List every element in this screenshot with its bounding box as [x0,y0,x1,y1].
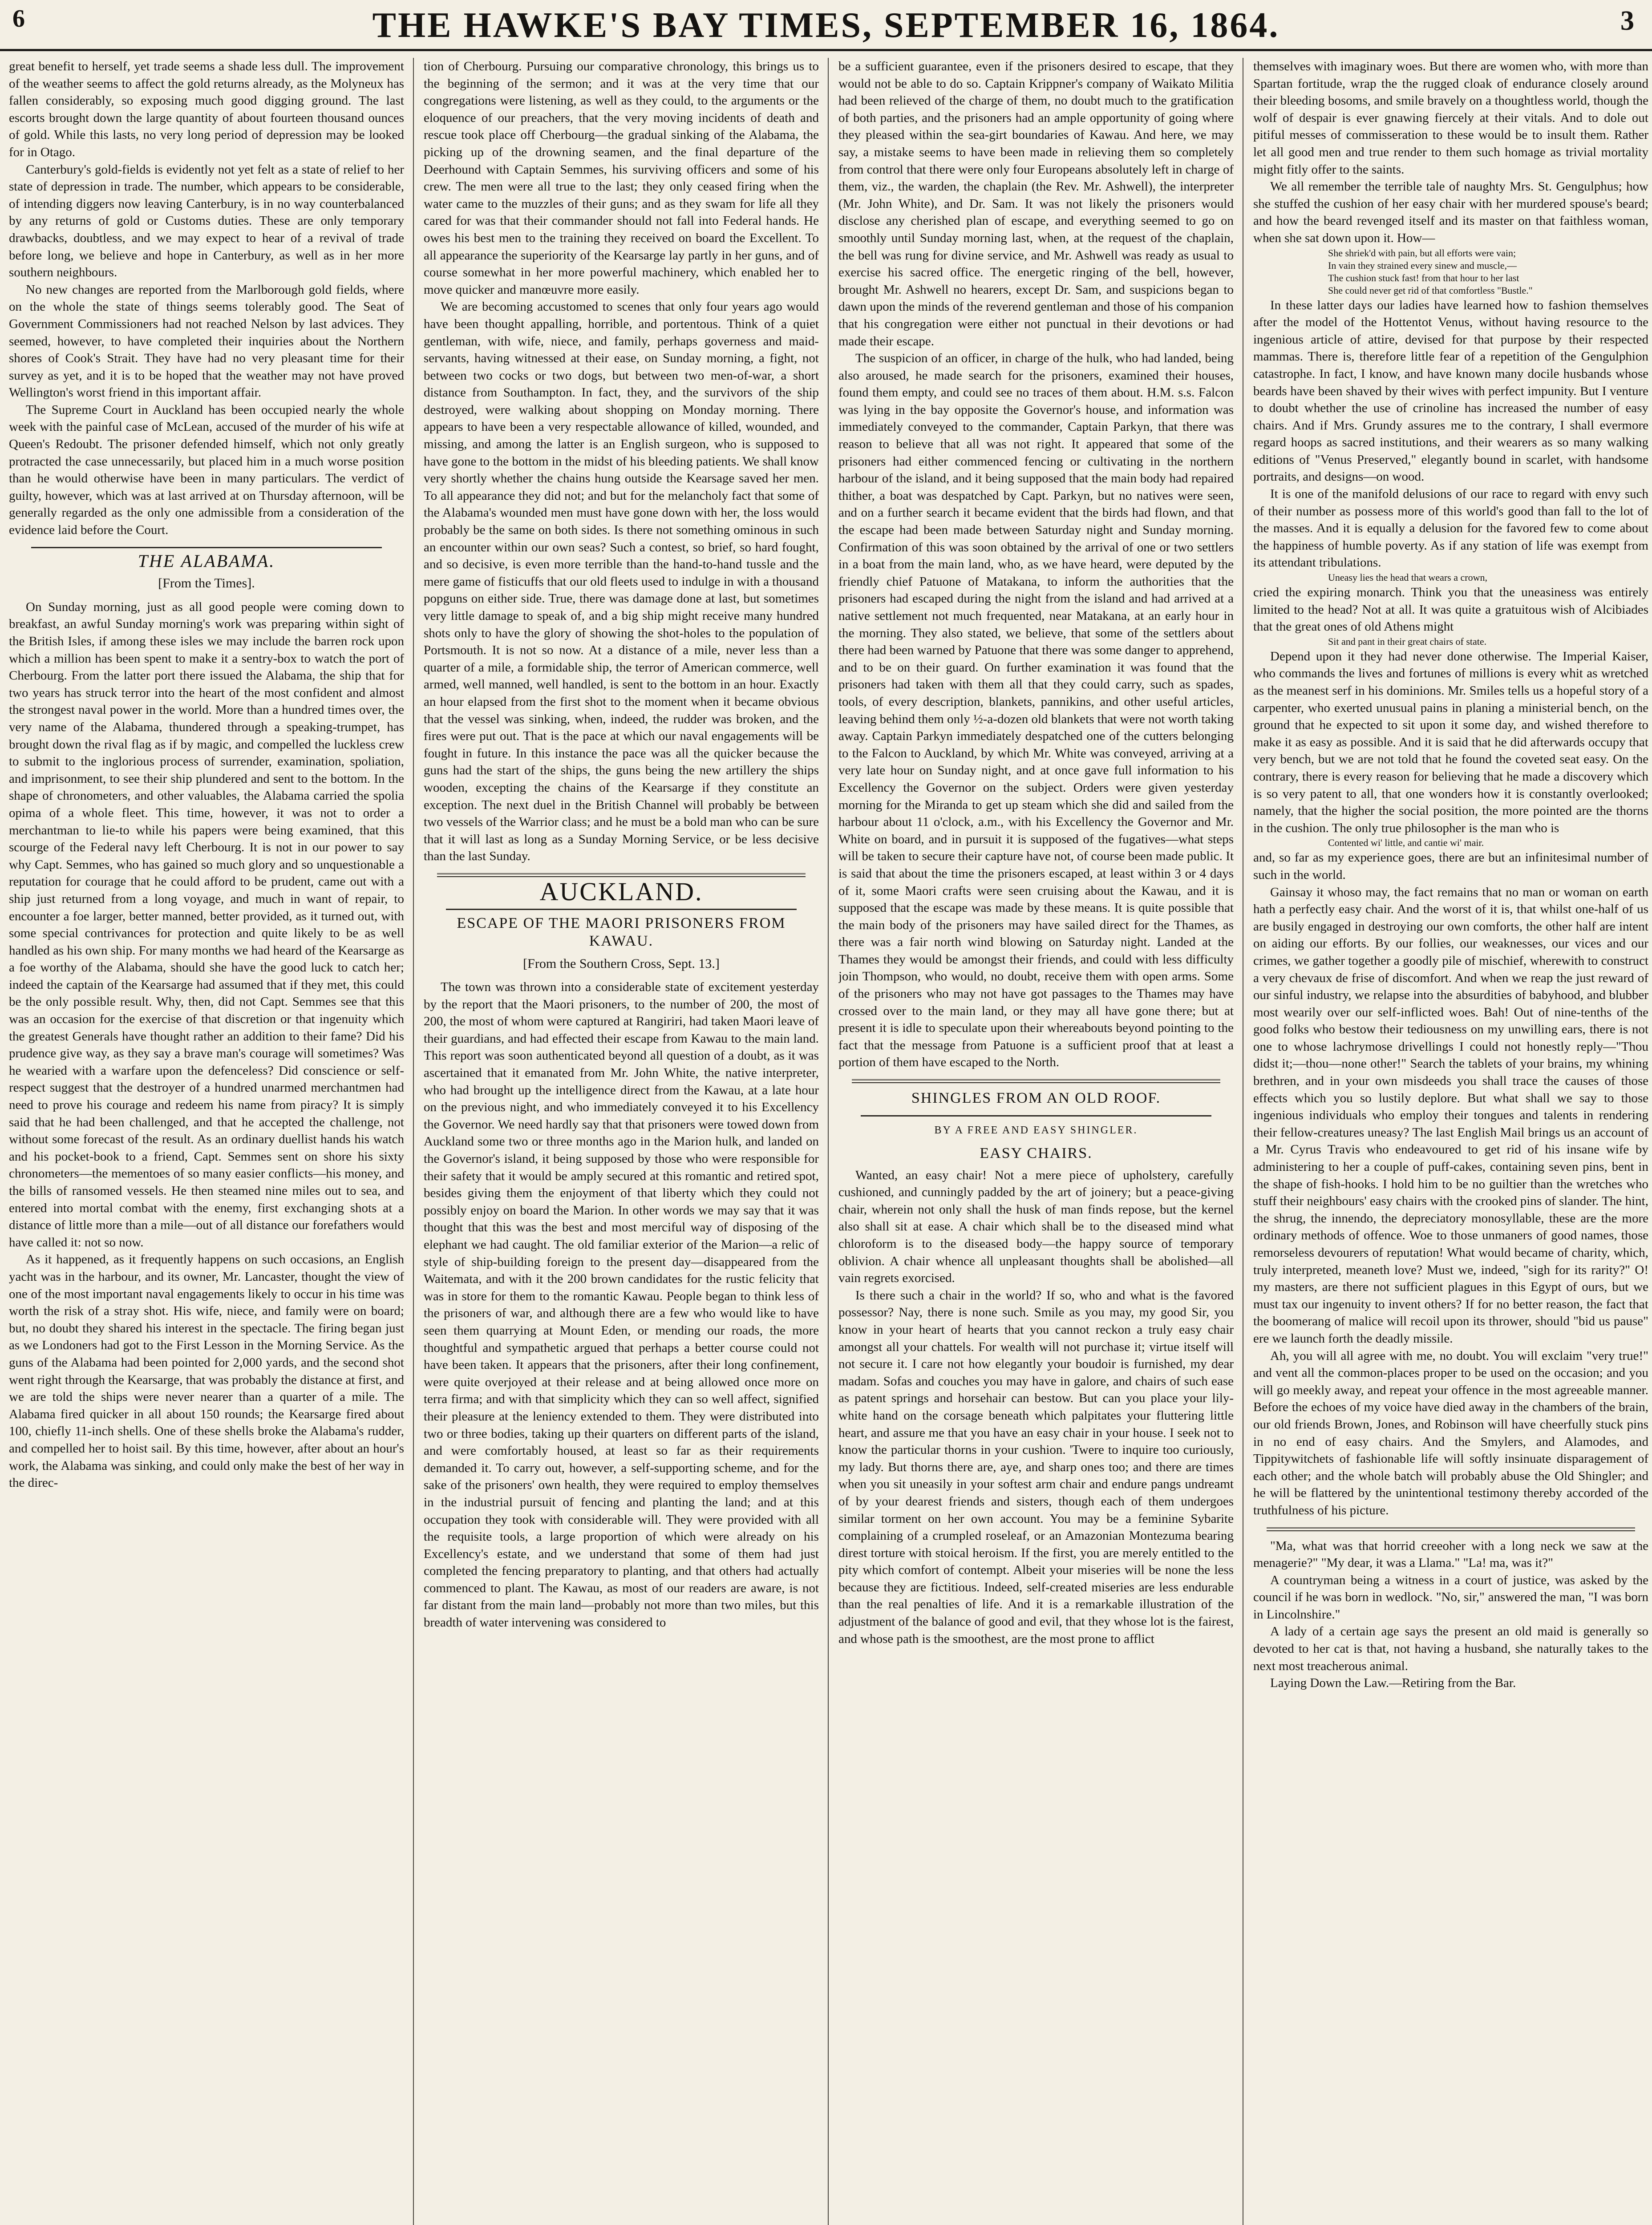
verse-line: Sit and pant in their great chairs of state. [1328,635,1487,647]
column-4 [1253,58,1648,2225]
article-source: [From the Times]. [158,576,255,591]
article-heading-shingles: SHINGLES FROM AN OLD ROOF. [911,1090,1161,1107]
verse-line: She could never get rid of that comfortless "Bustle." [1328,284,1533,296]
anecdote-paragraph: A lady of a certain age says the present an old maid is generally so devoted to her cat is that, not having a husband, she naturally takes to the next most treacherous animal. [1253,1624,1648,1673]
article-subheading-easy-chairs: EASY CHAIRS. [980,1145,1093,1161]
article-paragraph: As it happened, as it frequently happens on such occasions, an English yacht was in the harbour, and its owner, Mr. Lancaster, thought the view of one of the most important naval engagements likely to occur in his time was worth the risk of a stray shot. His wife, niece, and family were on board; but, no doubt they shared his interest in the spectacle. The firing began just as we Londoners had got to the First Lesson in the Morning Service. As the guns of the Alabama had been pointed for 2,000 yards, and the second shot went right through the Kearsarge, that was probably the distance at first, and we are told the ships were never nearer than a quarter of a mile. The Alabama fired quicker in all about 150 rounds; the Kearsarge fired about 100, chiefly 11-inch shells. One of these shells broke the Alabama's rudder, and compelled her to hoist sail. By this time, however, after about an hour's work, the Alabama was sinking, and could only make the best of her way in the direc- [9,1252,404,1490]
article-paragraph: cried the expiring monarch. Think you that the uneasiness was entirely limited to the head? Not at all. It was quite a gratuitous wish of Alcibiades that the great ones of old Athens might [1253,585,1648,634]
column-3 [838,58,1234,2225]
section-divider [861,1115,1211,1117]
verse-line: Uneasy lies the head that wears a crown, [1328,572,1487,583]
article-paragraph: tion of Cherbourg. Pursuing our comparative chronology, this brings us to the beginning of the sermon; and it was at the very time that our congregations were listening, as well as they could, to the arguments or the eloquence of our preachers, that the very moving incidents of death and rescue took place off Cherbourg—the gradual sinking of the Alabama, the picking up of the drowning seamen, and the final departure of the Deerhound with Captain Semmes, his surviving officers and some of his crew. The men were all true to the last; they only ceased firing when the water came to the muzzles of their guns; and as they swam for life all they cared for was that their commander should not fall into Federal hands. He owes his best men to the training they received on board the Excellent. To all appearance the superiority of the Kearsarge lay partly in her guns, and of course somewhat in her more powerful machinery, which enabled her to move quicker and manœuvre more easily. [424,59,819,297]
article-paragraph: Wanted, an easy chair! Not a mere piece of upholstery, carefully cushioned, and cunningly padded by the art of joinery; but a peace-giving chair, wherein not only shall the husk of man finds repose, but the kernel also shall sit at ease. A chair which shall be to the diseased mind what chloroform is to the diseased body—the happy source of temporary oblivion. A chair whence all unpleasant thoughts shall be abolished—all vain regrets exorcised. [838,1168,1234,1286]
article-paragraph: The suspicion of an officer, in charge of the hulk, who had landed, being also aroused, he made search for the prisoners, examined their houses, found them empty, and could see no traces of them about. H.M. s.s. Falcon was lying in the bay opposite the Governor's house, and information was immediately conveyed to the commander, Captain Parkyn, that there was reason to believe that all was not right. It appeared that some of the prisoners had either commenced fencing or cultivating in the northern harbour of the island, and it being supposed that the main body had repaired thither, a boat was despatched by Capt. Parkyn, but no natives were seen, and on a further search it became evident that the birds had flown, and that the escape had been made between Saturday night and Sunday morning. Confirmation of this was soon obtained by the arrival of one or two settlers in a boat from the main land, who, as we have heard, were deputed by the friendly chief Patuone of Matakana, to inform the authorities that the prisoners had escaped during the night from the island and had arrived at a native settlement not much frequented, near Matakana, at an early hour in the morning. They also stated, we believe, that some of the settlers about there had been warned by Patuone that there was some danger to apprehend, and to be on their guard. On further examination it was found that the prisoners had taken with them all that they could carry, such as spades, tools, of every description, blankets, pannikins, and other useful articles, leaving behind them only ½-a-dozen old blankets that were not worth taking away. Captain Parkyn immediately despatched one of the cutters belonging to the Falcon to Auckland, by which Mr. White was conveyed, arriving at a very late hour on Sunday night, and at once gave full information to his Excellency the Governor on the subject. Orders were given yesterday morning for the Miranda to get up steam which she did and sailed from the harbour about 11 o'clock, a.m., with his Excellency the Governor and Mr. White on board, and in pursuit it is supposed of the fugatives—what steps will be taken to secure their capture have not, of course been made public. It is said that about the time the prisoners escaped, at least within 3 or 4 days of it, some Maori crafts were seen cruising about the Kawau, and it is supposed that the escape was made by these means. It is quite possible that the main body of the prisoners may have sailed direct for the Thames, as there was a fair north wind blowing on Saturday night. Landed at the Thames they would be amongst their friends, and could with less difficulty join Thompson, who would, no doubt, receive them with open arms. Some of the prisoners who may not have got passages to the Thames may have crossed over to the main land, or they may all have gone there; but at present it is idle to speculate upon their whereabouts beyond pointing to the fact that the message from Patuone is a sufficient proof that at least a portion of them have escaped to the North. [838,351,1234,1070]
verse-line: She shriek'd with pain, but all efforts were vain; [1328,247,1516,259]
article-heading-escape: ESCAPE OF THE MAORI PRISONERS FROM KAWAU. [457,914,786,949]
article-paragraph: be a sufficient guarantee, even if the prisoners desired to escape, that they would not be able to do so. Captain Krippner's company of Waikato Militia had been relieved of the charge of them, no doubt much to the gratification of both parties, and the prisoners had an ample opportunity of going where they pleased within the sea-girt boundaries of Kawau. And here, we may say, a mistake seems to have been made in relieving them so completely from control that there were only four Europeans absolutely left in charge of them, viz., the warden, the chaplain (the Rev. Mr. Ashwell), the interpreter (Mr. John White), and Dr. Sam. It was not likely the prisoners would disclose any cherished plan of escape, and everything seemed to go on smoothly until Sunday morning last, when, at the request of the chaplain, the bell was rung for divine service, and Mr. Ashwell was ready as usual to exercise his sacred office. The energetic ringing of the bell, however, brought Mr. Ashwell no hearers, except Dr. Sam, and suspicions began to dawn upon the minds of the reverend gentleman and those of his companion that his congregation were either not punctual in their devotions or had made their escape. [838,59,1234,348]
article-paragraph: Is there such a chair in the world? If so, who and what is the favored possessor? Nay, there is none such. Smile as you may, my good Sir, you know in your heart of hearts that you cannot reckon a truly easy chair amongst all your chattels. For wealth will not purchase it; virtue itself will not secure it. I care not how elegantly your boudoir is furnished, my dear madam. Sofas and couches you may have in galore, and chairs of such ease as patent springs and horsehair can bestow. But can you place your lily-white hand on the corsage beneath which palpitates your fluttering little heart, and assure me that you have an easy chair in your house. I seek not to know the particular thorns in your cushion. 'Twere to inquire too curiously, my lady. But thorns there are, aye, and sharp ones too; and there are times when you sit uneasily in your softest arm chair and endure pangs undreamt of by your dearest friends and sisters, though each of them undergoes similar torment on her own account. You may be a feminine Sybarite complaining of a crumpled roseleaf, or an Amazonian Montezuma bearing direst torture with stoical heroism. If the first, you are merely entitled to the pity which comfort of contempt. Albeit your miseries will be none the less because they are fictitious. Indeed, self-created miseries are less endurable than the real penalties of life. And it is a remarkable illustration of the adjustment of the balance of good and evil, that they whose lot is the fairest, and whose path is the smoothest, are the most prone to afflict [838,1288,1234,1646]
article-paragraph: Canterbury's gold-fields is evidently not yet felt as a state of relief to her state of depression in trade. The number, which appears to be considerable, of intending diggers now leaving Canterbury, is in no way counterbalanced by any returns of gold or Customs duties. These are only temporary drawbacks, doubtless, and we may expect to hear of a revival of trade before long, we believe and hope in Canterbury, as well as in her more southern neighbours. [9,162,404,280]
article-paragraph: We are becoming accustomed to scenes that only four years ago would have been thought appalling, horrible, and portentous. Think of a quiet gentleman, with wife, niece, and family, perhaps governess and maid-servants, having witnessed at their ease, on Sunday morning, a fight, not between two cocks or two dogs, but between two men-of-war, a short distance from Southampton. In fact, they, and the survivors of the ship destroyed, were walking about shopping on Monday morning. There appears to have been a very respectable allowance of killed, wounded, and missing, and among the latter is an English surgeon, who is supposed to have gone to the bottom in the midst of his bleeding patients. We shall know very shortly whether the chains hung outside the Kearsage saved her men. To all appearance they did not; and but for the melancholy fact that some of the Alabama's wounded men must have gone down with her, the loss would probably be the same on both sides. Is there not something ominous in such an encounter within our own seas? Such a contest, so brief, so hard fought, and so decisive, is even more terrible than the hand-to-hand tussle and the mere game of fisticuffs that our old fleets used to indulge in with a thousand popguns on either side. True, there was damage done at last, but sometimes very little damage to speak of, and a big ship might receive many hundred shots only to have the glory of showing the shot-holes to the population of Portsmouth. It is not so now. At a distance of a mile, never less than a quarter of a mile, a formidable ship, the terror of American commerce, well armed, well manned, well handled, is sent to the bottom in an hour. Exactly an hour elapsed from the first shot to the moment when it became obvious that the vessel was sinking, when, indeed, the rudder was broken, and the fires were put out. That is the pace at which our naval engagements will be fought in future. In this instance the pace was all the quicker because the guns had the start of the ships, the guns being the new artillery the ships wooden, excepting the chains of the Kearsarge if they constitute an exception. The next duel in the British Channel will probably be between two vessels of the Warrior class; and he must be a bold man who can be sure that it will last as long as a Sunday Morning Service, or be less decisive than the last Sunday. [424,299,819,864]
column-1 [9,58,404,2225]
verse-line: Contented wi' little, and cantie wi' mair. [1328,837,1484,849]
article-paragraph: and, so far as my experience goes, there are but an infinitesimal number of such in the world. [1253,850,1648,882]
article-paragraph: The town was thrown into a considerable state of excitement yesterday by the report that the Maori prisoners, to the number of 200, the most of 200, the most of whom were captured at Rangiriri, had taken Maori leave of their guardians, and had effected their escape from Kawau to the main land. This report was soon authenticated beyond all question of a doubt, as it was ascertained that it emanated from Mr. John White, the native interpreter, who had brought up the intelligence direct from the Kawau, at a late hour on the previous night, and who immediately conveyed it to his Excellency the Governor. We need hardly say that that prisoners were towed down from Auckland some two or three months ago in the Marion hulk, and landed on the Governor's island, it being supposed by those who were responsible for their safety that it would be amply secured at this romantic and retired spot, besides giving them the enjoyment of that liberty which they could not possibly enjoy on board the Marion. In other words we may say that it was thought that this was the best and most merciful way of disposing of the elephant we had caught. The old familiar exterior of the Marion—a relic of style of ship-building foreign to the present day—disappeared from the Waitemata, and with it the 200 brown candidates for the rustic felicity that was in store for them to the romantic Kawau. People began to think less of the prisoners of war, and although there are a few who would like to have seen them quarrying at Mount Eden, or mending our roads, the more thoughtful and sympathetic argued that perhaps a better course could not have been taken. It appears that the prisoners, after their long confinement, were quite overjoyed at their release and at being allowed once more on terra firma; and with that simplicity which they can so well affect, signified their pleasure at the leniency extended to them. They were distributed into two or three bodies, taking up their quarters on different parts of the island, and were comfortably housed, at least so far as their requirements demanded it. To carry out, however, a self-supporting scheme, and for the sake of the prisoners' own health, they were required to employ themselves in the industrial pursuit of fencing and planting the land; and at this occupation they took with considerable will. They were provided with all the requisite tools, a large proportion of which were already on his Excellency's estate, and we understand that some of them had just completed the fencing preparatory to planting, and that others had actually commenced to plant. The Kawau, as most of our readers are aware, is not far distant from the main land—probably not more than two miles, but this breadth of water intervening was considered to [424,980,819,1630]
article-paragraph: We all remember the terrible tale of naughty Mrs. St. Gengulphus; how she stuffed the cushion of her easy chair with her murdered spouse's beard; and how the beard revenged itself and its master on that faithless woman, when she sat down upon it. How— [1253,179,1648,245]
article-paragraph: The Supreme Court in Auckland has been occupied nearly the whole week with the painful case of McLean, accused of the murder of his wife at Queen's Redoubt. The prisoner defended himself, which not only greatly protracted the case unnecessarily, but placed him in a much worse position than he would otherwise have been in many particulars. The verdict of guilty, however, which was at last arrived at on Thursday afternoon, will be generally regarded as the only one admissible from a consideration of the evidence laid before the Court. [9,402,404,538]
article-paragraph: great benefit to herself, yet trade seems a shade less dull. The improvement of the weather seems to affect the gold returns already, as the Molyneux has fallen considerably, so exposing much good digging ground. The last escorts brought down the large quantity of about fourteen thousand ounces of gold. While this lasts, no very long period of depression may be looked for in Otago. [9,59,404,159]
column-2 [424,58,819,2225]
article-source: [From the Southern Cross, Sept. 13.] [523,956,720,971]
article-paragraph: It is one of the manifold delusions of our race to regard with envy such of their number as possess more of this world's good than fall to the lot of the masses. And it is equally a delusion for the favored few to come about the happiness of humble poverty. As if any station of life was exempt from its attendant tribulations. [1253,487,1648,570]
page-mark: 6 [12,5,25,32]
anecdote-paragraph: "Ma, what was that horrid creeoher with a long neck we saw at the menagerie?" "My dear, it was a Llama." "La! ma, was it?" [1253,1538,1648,1570]
masthead [0,0,1652,51]
anecdote-paragraph: A countryman being a witness in a court of justice, was asked by the council if he was born in wedlock. "No, sir," answered the man, "I was born in Lincolnshire." [1253,1573,1648,1622]
verse-line: The cushion stuck fast! from that hour to her last [1328,272,1519,283]
section-heading-auckland: AUCKLAND. [539,877,703,906]
anecdote-paragraph: Laying Down the Law.—Retiring from the Bar. [1270,1676,1516,1691]
column-rule [828,58,829,2225]
section-divider [446,909,797,910]
article-paragraph: In these latter days our ladies have learned how to fashion themselves after the model of the Hottentot Venus, without having resource to the ingenious article of attire, devised for that purpose by their respected mammas. There is, therefore little fear of a repetition of the Gengulphion catastrophe. In fact, I know, and have known many docile husbands whose beards have been shaved by their wives with perfect impunity. But I venture to doubt whether the use of crinoline has increased the number of easy chairs. And if Mrs. Grundy assures me to the contrary, I shall evermore regard hoops as sacred institutions, and their wearers as so many walking editions of "Venus Preserved," elegantly bound in scarlet, with handsome portraits, and designs—on wood. [1253,298,1648,484]
section-divider [31,547,382,548]
article-paragraph: themselves with imaginary woes. But there are women who, with more than Spartan fortitude, wrap the the rugged cloak of endurance closely around their bleeding bosoms, and smile bravely on a thoughtless world, though the wolf of despair is ever gnawing fiercely at their vitals. And to dole out pitiful messes of commisseration to these would be to insult them. Rather let all good men and true render to them such homage as trivial mortality might fitly offer to the saints. [1253,59,1648,177]
page-number: 3 [1620,6,1634,36]
section-divider [1267,1527,1635,1531]
article-heading-alabama: THE ALABAMA. [138,550,275,571]
article-byline: BY A FREE AND EASY SHINGLER. [934,1125,1138,1137]
article-paragraph: Gainsay it whoso may, the fact remains that no man or woman on earth hath a perfectly easy chair. And the worst of it is, that whilst one-half of us are busily engaged in destroying our own comforts, the other half are intent on aiding our efforts. By our follies, our weaknesses, our vices and our crimes, we gather together a goodly pile of mischief, wherewith to construct a very chevaux de frise of discomfort. And when we reap the just reward of our sinful industry, we relapse into the absurdities of babyhood, and blubber most wearily over our self-inflicted woes. Bah! Out of nine-tenths of the good folks who bestow their tediousness on my unwilling ears, there is not one to whose lachrymose drivellings I could not honestly reply—"Thou didst it;—thou—none other!" Search the tablets of your brains, my whining brethren, and in your own misdeeds you shall trace the causes of those effects which you so lustily deplore. But what shall we say to those ingenious individuals who employ their tongues and talents in rendering their fellow-creatures uneasy? The last English Mail brings us an account of a Mr. Cyrus Travis who endeavoured to get rid of his insane wife by administering to her a couple of puff-cakes, containing seven pins, bent in the shape of fish-hooks. I hold him to be no guiltier than the wretches who stuff their neighbours' easy chairs with the crooked pins of slander. The hint, the shrug, the innendo, the depreciatory monosyllable, these are the more ordinary methods of offence. Woe to those unmaners of good names, those remorseless devourers of reputation! What would became of charity, which, truly interpreted, meaneth love? Must we, indeed, "sigh for its rarity?" O! my masters, are there not sufficient plagues in this Egypt of ours, but we must tax our ingenuity to invent others? If for no better reason, the fact that the boomerang of malice will recoil upon its thrower, should "bid us pause" ere we launch forth the deadly missile. [1253,885,1648,1346]
article-paragraph: No new changes are reported from the Marlborough gold fields, where on the whole the state of things seems tolerably good. The Seat of Government Commissioners had not reached Nelson by last advices. They seemed, however, to have completed their inquiries about the Northern shores of Cook's Strait. They have had no very pleasant time for their survey as yet, and it is to be hoped that the weather may not have proved Wellington's worst friend in this important affair. [9,282,404,400]
article-paragraph: Ah, you will all agree with me, no doubt. You will exclaim "very true!" and vent all the common-places proper to be used on the occasion; and you will go meekly away, and repeat your offence in the most agreeable manner. Before the echoes of my voice have died away in the chambers of the brain, our old friends Brown, Jones, and Robinson will have cheerfully stuck pins in no end of easy chairs. And the Smylers, and Alamodes, and Tippitywitchets of fashionable life will softly insinuate disparagement of each other; and the whole batch will probably abuse the Old Shingler; and he will be flattered by the unintentional testimony thereby accorded of the truthfulness of his picture. [1253,1348,1648,1517]
section-divider [437,873,806,877]
column-rule [413,58,414,2225]
article-paragraph: Depend upon it they had never done otherwise. The Imperial Kaiser, who commands the lives and fortunes of millions is every whit as wretched as the meanest serf in his dominions. Mr. Smiles tells us a hopeful story of a carpenter, who exerted unusual pains in planing a ministerial bench, on the ground that he expected to sit upon it some day, and wished therefore to make it as easy as possible. And it is said that he did afterwards occupy that very bench, but we are not told that he found the coveted seat easy. On the contrary, there is every reason for believing that he made a discovery which is so very patent to all, that one wonders how it is constantly overlooked; namely, that the higher the social position, the more pointed are the thorns in the cushion. The only true philosopher is the man who is [1253,649,1648,835]
newspaper-title: THE HAWKE'S BAY TIMES, SEPTEMBER 16, 1864. [372,6,1280,45]
article-paragraph: On Sunday morning, just as all good people were coming down to breakfast, an awful Sunday morning's work was preparing within sight of the British Isles, if among these isles we may include the barren rock upon which a million has been spent to make it a sentry-box to watch the port of Cherbourg. From the latter port there issued the Alabama, the ship that for two years has struck terror into the heart of the most confident and almost the strongest naval power in the world. More than a hundred times over, the very name of the Alabama, thundered through a speaking-trumpet, has brought down the rival flag as if by magic, and compelled the luckless crew to submit to the inglorious process of surrender, examination, spoliation, and imprisonment, to see their ship plundered and sent to the bottom. In the shape of chronometers, and other valuables, the Alabama carried the spolia opima of a whole fleet. This time, however, it was not to order a merchantman to lie-to while his papers were being examined, that this scourge of the Federal navy left Cherbourg. It is not in our power to say why Capt. Semmes, who has gained so much glory and so unquestionable a reputation for courage that he could afford to be prudent, came out with a ship just returned from a long voyage, and much in want of repair, to encounter a foe larger, better manned, better provided, as it turned out, with some special contrivances for protection and quite likely to be as well handled as his own ship. For many months we had heard of the Kearsarge as a foe worthy of the Alabama, should she have the good luck to catch her; indeed the captain of the Kearsarge had assumed that if they met, this could be the only possible result. Why, then, did not Capt. Semmes see that this was an occasion for the exercise of that discretion or that ingenuity which the greatest Generals have thought rather an addition to their fame? Did his prudence give way, as they say a brave man's courage will sometimes? Was he wearied with a warfare upon the defenceless? Did conscience or self-respect suggest that the destroyer of a hundred unarmed merchantmen had need to prove his courage and redeem his name from piracy? It is simply said that he had been challenged, and that he accepted the challenge, not without some forecast of the result. As an ordinary duellist hands his watch and his pocket-book to a friend, Capt. Semmes sent on shore his sixty chronometers—the mementoes of so many easier conflicts—his money, and the bills of ransomed vessels. He then steamed nine miles out to sea, and entered into mortal combat with the enemy, first exchanging shots at a distance of little more than a mile—out of all distance our forefathers would have called it: not so now. [9,599,404,1250]
verse-line: In vain they strained every sinew and muscle,— [1328,259,1517,271]
section-divider [852,1079,1220,1083]
